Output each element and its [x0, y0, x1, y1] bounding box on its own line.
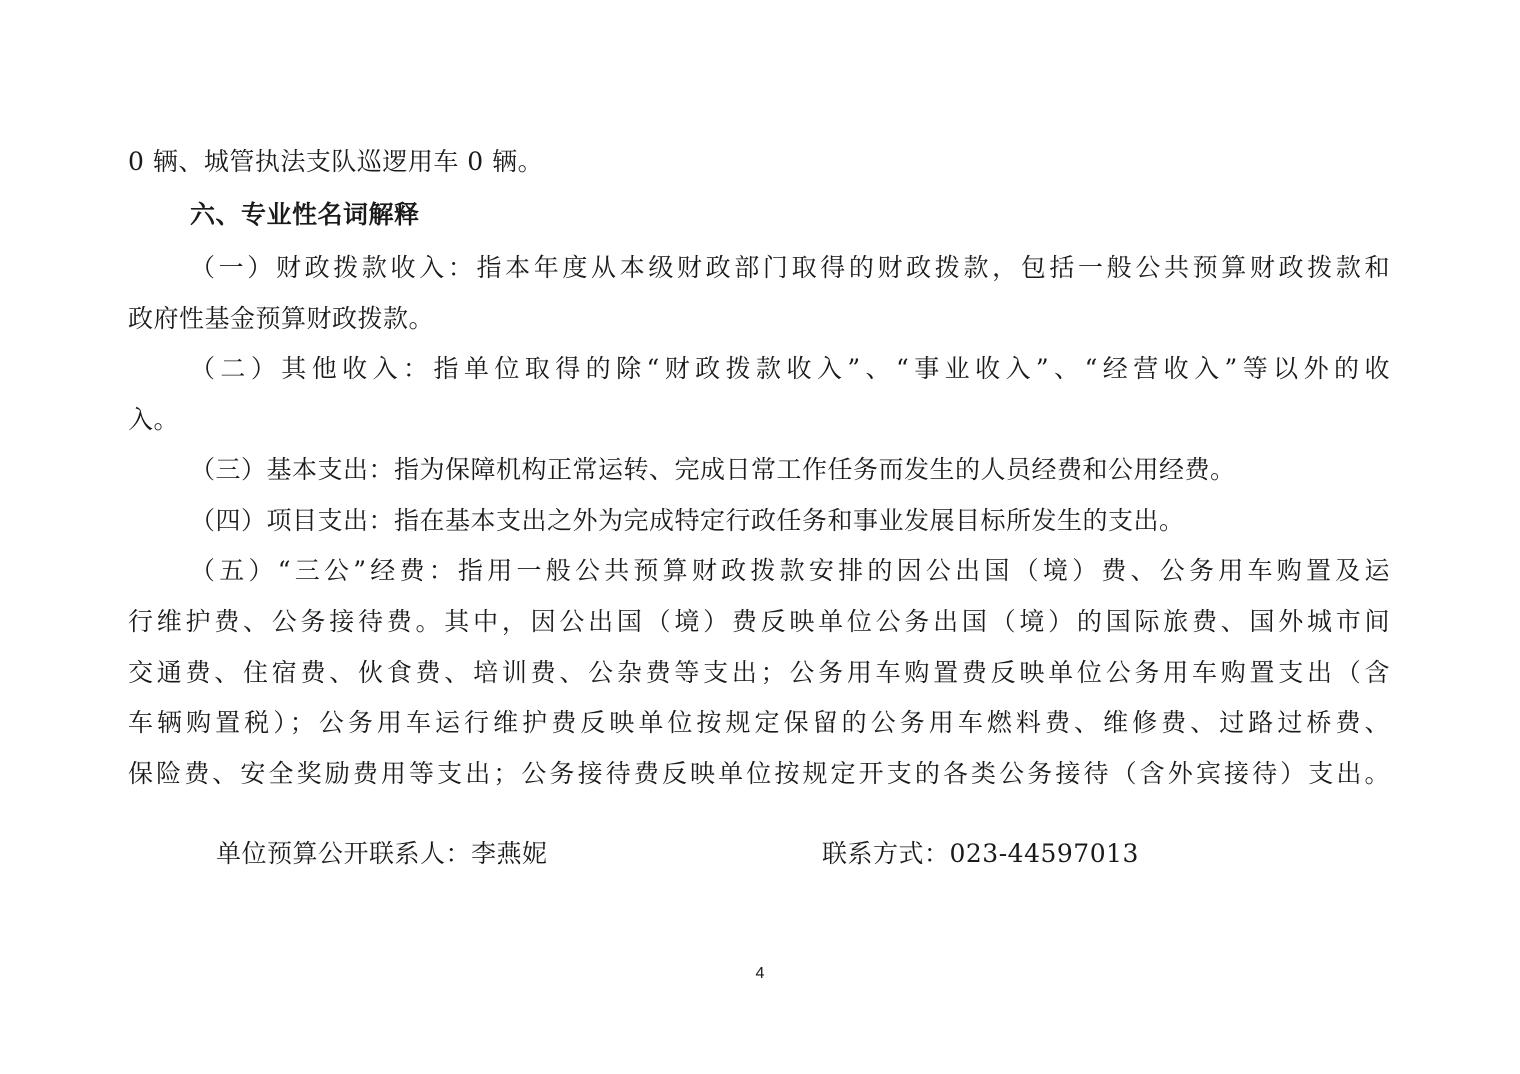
definition-1-line-1: （一）财政拨款收入：指本年度从本级财政部门取得的财政拨款，包括一般公共预算财政拨款和 — [190, 253, 1390, 282]
definition-5-line-5: 保险费、安全奖励费用等支出；公务接待费反映单位按规定开支的各类公务接待（含外宾接待）支出。 — [128, 759, 1390, 788]
definition-2-line-1: （二）其他收入：指单位取得的除“财政拨款收入”、“事业收入”、“经营收入”等以外的收 — [190, 354, 1390, 383]
definition-5-line-2: 行维护费、公务接待费。其中，因公出国（境）费反映单位公务出国（境）的国际旅费、国外城市间 — [128, 607, 1390, 636]
definition-5-line-4: 车辆购置税）；公务用车运行维护费反映单位按规定保留的公务用车燃料费、维修费、过路过桥费、 — [128, 708, 1390, 737]
definition-5-line-1: （五）“三公”经费：指用一般公共预算财政拨款安排的因公出国（境）费、公务用车购置及运 — [190, 556, 1390, 585]
definition-4-line-1: （四）项目支出：指在基本支出之外为完成特定行政任务和事业发展目标所发生的支出。 — [190, 506, 1185, 535]
definition-5-line-3: 交通费、住宿费、伙食费、培训费、公杂费等支出；公务用车购置费反映单位公务用车购置支出（含 — [128, 658, 1390, 687]
definition-2-line-2: 入。 — [128, 405, 180, 434]
intro-line: 0 辆、城管执法支队巡逻用车 0 辆。 — [128, 147, 544, 176]
definition-3-line-1: （三）基本支出：指为保障机构正常运转、完成日常工作任务而发生的人员经费和公用经费。 — [190, 455, 1236, 484]
page-number: 4 — [755, 965, 765, 982]
section-heading: 六、专业性名词解释 — [190, 200, 420, 229]
definition-1-line-2: 政府性基金预算财政拨款。 — [128, 304, 435, 333]
contact-person: 单位预算公开联系人：李燕妮 — [216, 839, 548, 868]
contact-phone: 联系方式：023-44597013 — [822, 839, 1139, 868]
